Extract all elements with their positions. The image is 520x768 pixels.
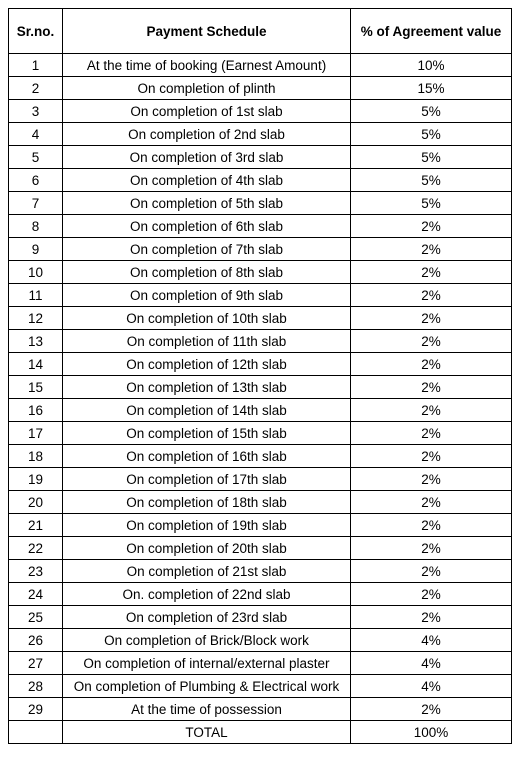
sr-cell: 12 bbox=[9, 307, 63, 330]
schedule-cell: At the time of possession bbox=[63, 698, 351, 721]
sr-cell: 27 bbox=[9, 652, 63, 675]
percent-cell: 5% bbox=[351, 192, 512, 215]
schedule-cell: On completion of plinth bbox=[63, 77, 351, 100]
table-row bbox=[9, 100, 512, 123]
percent-cell: 2% bbox=[351, 698, 512, 721]
table-row bbox=[9, 330, 512, 353]
sr-cell: 6 bbox=[9, 169, 63, 192]
sr-cell: 10 bbox=[9, 261, 63, 284]
percent-cell: 5% bbox=[351, 146, 512, 169]
schedule-cell: On completion of 10th slab bbox=[63, 307, 351, 330]
table-row bbox=[9, 169, 512, 192]
sr-cell: 26 bbox=[9, 629, 63, 652]
table-row bbox=[9, 698, 512, 721]
table-row bbox=[9, 54, 512, 77]
sr-cell: 13 bbox=[9, 330, 63, 353]
sr-cell: 23 bbox=[9, 560, 63, 583]
percent-cell: 2% bbox=[351, 307, 512, 330]
percent-cell: 2% bbox=[351, 330, 512, 353]
header-sr-no: Sr.no. bbox=[9, 9, 63, 54]
schedule-cell: On completion of 6th slab bbox=[63, 215, 351, 238]
sr-cell: 14 bbox=[9, 353, 63, 376]
percent-cell: 2% bbox=[351, 376, 512, 399]
table-header-row bbox=[9, 9, 512, 54]
table-row bbox=[9, 123, 512, 146]
table-row bbox=[9, 77, 512, 100]
total-percent: 100% bbox=[351, 721, 512, 744]
percent-cell: 4% bbox=[351, 675, 512, 698]
percent-cell: 5% bbox=[351, 169, 512, 192]
schedule-cell: On completion of internal/external plaster bbox=[63, 652, 351, 675]
sr-cell: 19 bbox=[9, 468, 63, 491]
percent-cell: 5% bbox=[351, 100, 512, 123]
schedule-cell: On completion of 13th slab bbox=[63, 376, 351, 399]
sr-cell: 7 bbox=[9, 192, 63, 215]
schedule-cell: On completion of 14th slab bbox=[63, 399, 351, 422]
percent-cell: 2% bbox=[351, 606, 512, 629]
table-row bbox=[9, 192, 512, 215]
percent-cell: 2% bbox=[351, 560, 512, 583]
percent-cell: 2% bbox=[351, 215, 512, 238]
percent-cell: 4% bbox=[351, 629, 512, 652]
schedule-cell: On completion of 9th slab bbox=[63, 284, 351, 307]
percent-cell: 2% bbox=[351, 514, 512, 537]
schedule-cell: On completion of 5th slab bbox=[63, 192, 351, 215]
header-percent-agreement: % of Agreement value bbox=[351, 9, 512, 54]
schedule-cell: On completion of 18th slab bbox=[63, 491, 351, 514]
table-row bbox=[9, 606, 512, 629]
table-row bbox=[9, 238, 512, 261]
percent-cell: 5% bbox=[351, 123, 512, 146]
schedule-cell: On completion of 23rd slab bbox=[63, 606, 351, 629]
table-row bbox=[9, 560, 512, 583]
table-row bbox=[9, 675, 512, 698]
percent-cell: 2% bbox=[351, 238, 512, 261]
schedule-cell: On completion of 15th slab bbox=[63, 422, 351, 445]
table-body bbox=[9, 54, 512, 721]
schedule-cell: On completion of 3rd slab bbox=[63, 146, 351, 169]
payment-schedule-table bbox=[8, 8, 512, 744]
schedule-cell: On completion of 11th slab bbox=[63, 330, 351, 353]
sr-cell: 5 bbox=[9, 146, 63, 169]
percent-cell: 2% bbox=[351, 583, 512, 606]
table-row bbox=[9, 284, 512, 307]
schedule-cell: On completion of 17th slab bbox=[63, 468, 351, 491]
sr-cell: 16 bbox=[9, 399, 63, 422]
total-row bbox=[9, 721, 512, 744]
sr-cell: 28 bbox=[9, 675, 63, 698]
sr-cell: 22 bbox=[9, 537, 63, 560]
percent-cell: 2% bbox=[351, 422, 512, 445]
schedule-cell: On completion of 16th slab bbox=[63, 445, 351, 468]
table-row bbox=[9, 629, 512, 652]
percent-cell: 2% bbox=[351, 537, 512, 560]
sr-cell: 2 bbox=[9, 77, 63, 100]
total-label: TOTAL bbox=[63, 721, 351, 744]
table-row bbox=[9, 491, 512, 514]
header-payment-schedule: Payment Schedule bbox=[63, 9, 351, 54]
table-row bbox=[9, 652, 512, 675]
table-row bbox=[9, 514, 512, 537]
table-row bbox=[9, 376, 512, 399]
sr-cell: 17 bbox=[9, 422, 63, 445]
schedule-cell: On completion of 7th slab bbox=[63, 238, 351, 261]
sr-cell: 4 bbox=[9, 123, 63, 146]
table-row bbox=[9, 445, 512, 468]
table-row bbox=[9, 468, 512, 491]
schedule-cell: On completion of 4th slab bbox=[63, 169, 351, 192]
percent-cell: 10% bbox=[351, 54, 512, 77]
table-row bbox=[9, 261, 512, 284]
table-row bbox=[9, 399, 512, 422]
schedule-cell: At the time of booking (Earnest Amount) bbox=[63, 54, 351, 77]
sr-cell: 25 bbox=[9, 606, 63, 629]
table-row bbox=[9, 537, 512, 560]
sr-cell: 24 bbox=[9, 583, 63, 606]
sr-cell: 20 bbox=[9, 491, 63, 514]
schedule-cell: On completion of 19th slab bbox=[63, 514, 351, 537]
percent-cell: 2% bbox=[351, 261, 512, 284]
percent-cell: 15% bbox=[351, 77, 512, 100]
sr-cell: 18 bbox=[9, 445, 63, 468]
table-row bbox=[9, 583, 512, 606]
sr-cell: 21 bbox=[9, 514, 63, 537]
percent-cell: 2% bbox=[351, 491, 512, 514]
sr-cell: 1 bbox=[9, 54, 63, 77]
percent-cell: 2% bbox=[351, 353, 512, 376]
percent-cell: 2% bbox=[351, 468, 512, 491]
percent-cell: 2% bbox=[351, 445, 512, 468]
table-row bbox=[9, 307, 512, 330]
schedule-cell: On completion of Brick/Block work bbox=[63, 629, 351, 652]
sr-cell: 29 bbox=[9, 698, 63, 721]
sr-cell: 15 bbox=[9, 376, 63, 399]
schedule-cell: On completion of Plumbing & Electrical work bbox=[63, 675, 351, 698]
schedule-cell: On completion of 8th slab bbox=[63, 261, 351, 284]
schedule-cell: On completion of 2nd slab bbox=[63, 123, 351, 146]
percent-cell: 2% bbox=[351, 399, 512, 422]
schedule-cell: On completion of 12th slab bbox=[63, 353, 351, 376]
schedule-cell: On completion of 1st slab bbox=[63, 100, 351, 123]
sr-cell: 11 bbox=[9, 284, 63, 307]
sr-cell: 3 bbox=[9, 100, 63, 123]
table-row bbox=[9, 215, 512, 238]
table-row bbox=[9, 422, 512, 445]
sr-cell: 8 bbox=[9, 215, 63, 238]
sr-cell: 9 bbox=[9, 238, 63, 261]
percent-cell: 2% bbox=[351, 284, 512, 307]
schedule-cell: On. completion of 22nd slab bbox=[63, 583, 351, 606]
schedule-cell: On completion of 21st slab bbox=[63, 560, 351, 583]
schedule-cell: On completion of 20th slab bbox=[63, 537, 351, 560]
percent-cell: 4% bbox=[351, 652, 512, 675]
table-row bbox=[9, 146, 512, 169]
table-row bbox=[9, 353, 512, 376]
total-sr-cell bbox=[9, 721, 63, 744]
